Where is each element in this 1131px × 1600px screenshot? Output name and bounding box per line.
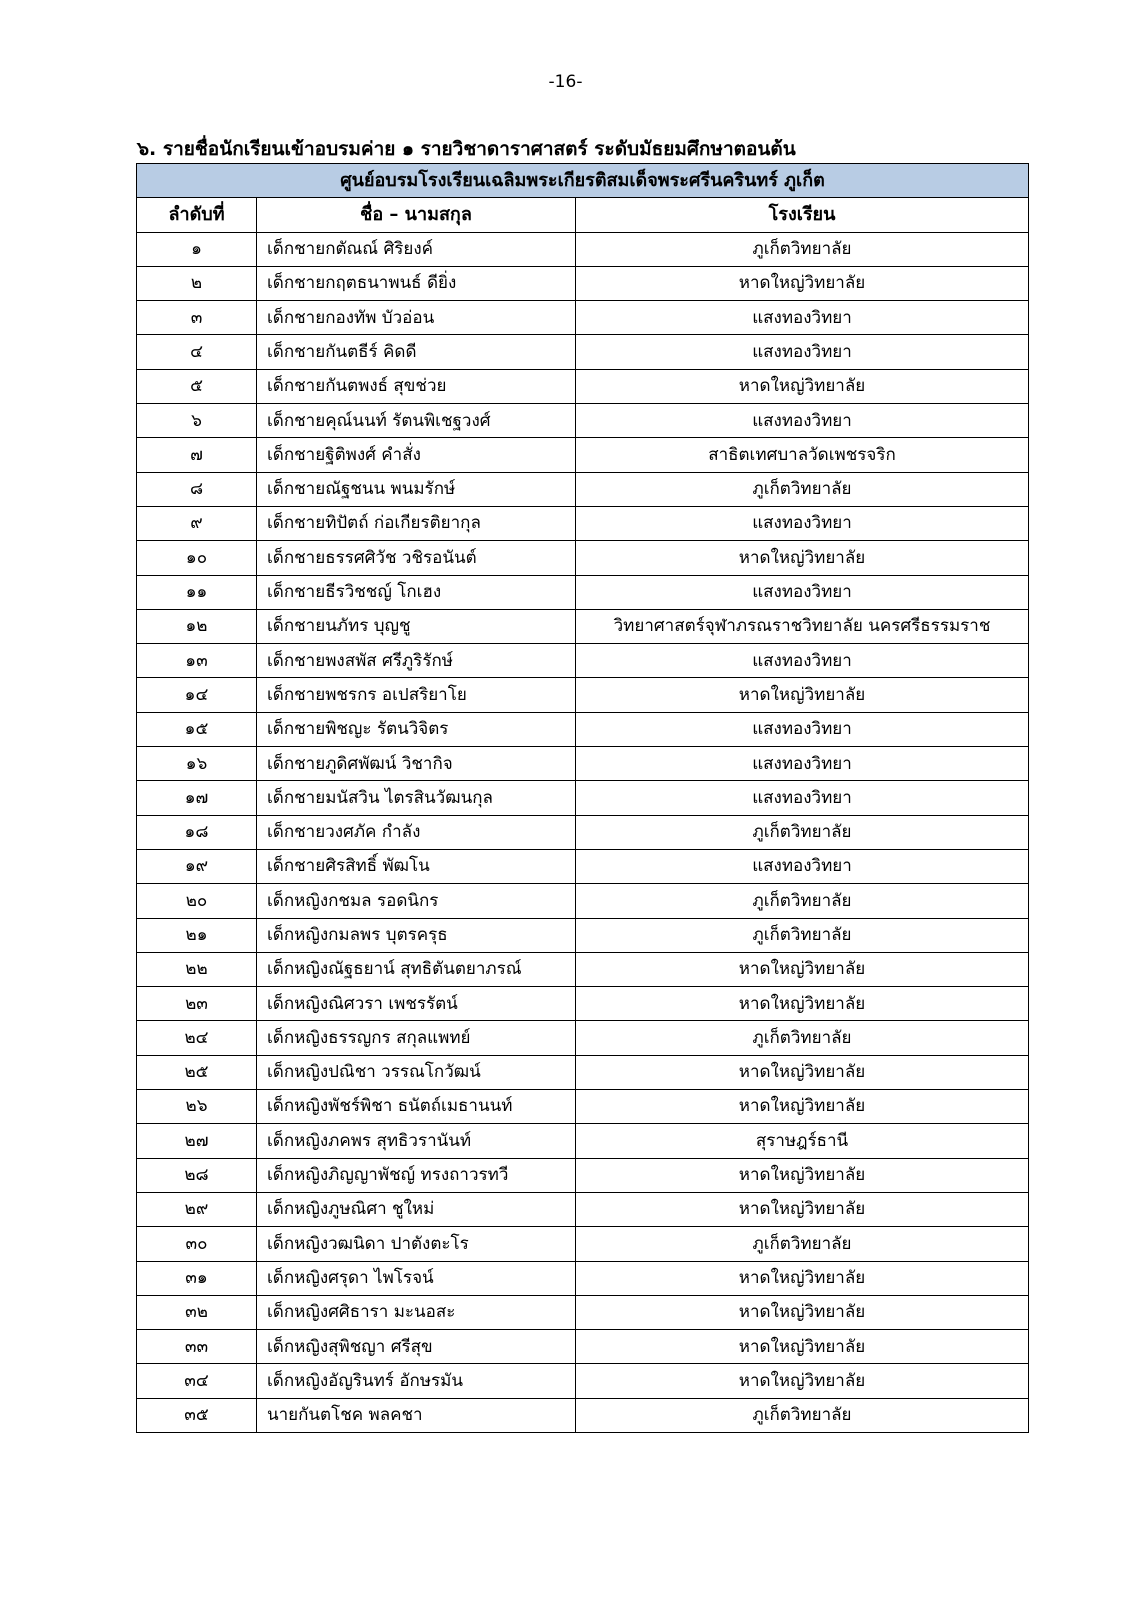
row-number: ๑๔: [137, 678, 257, 712]
school-name: แสงทองวิทยา: [576, 712, 1029, 746]
student-name: นายกันตโชค พลคชา: [257, 1398, 576, 1432]
row-number: ๒๙: [137, 1192, 257, 1226]
table-row: [137, 541, 1029, 575]
student-name: เด็กชายพิชญะ รัตนวิจิตร: [257, 712, 576, 746]
school-name: หาดใหญ่วิทยาลัย: [576, 1192, 1029, 1226]
student-name: เด็กหญิงธรรญกร สกุลแพทย์: [257, 1021, 576, 1055]
table-row: [137, 1295, 1029, 1329]
table-row: [137, 369, 1029, 403]
table-row: [137, 335, 1029, 369]
row-number: ๒๑: [137, 918, 257, 952]
table-row: [137, 575, 1029, 609]
row-number: ๑๐: [137, 541, 257, 575]
student-name: เด็กชายธรรศศิวัช วชิรอนันต์: [257, 541, 576, 575]
school-name: หาดใหญ่วิทยาลัย: [576, 1364, 1029, 1398]
column-header-name: ชื่อ – นามสกุล: [257, 198, 576, 232]
student-name: เด็กหญิงภูษณิศา ชูใหม่: [257, 1192, 576, 1226]
table-row: [137, 1124, 1029, 1158]
table-row: [137, 1055, 1029, 1089]
row-number: ๑: [137, 232, 257, 266]
student-name: เด็กหญิงอัญรินทร์ อักษรมัน: [257, 1364, 576, 1398]
table-row: [137, 232, 1029, 266]
row-number: ๑๒: [137, 609, 257, 643]
table-row: [137, 472, 1029, 506]
student-name: เด็กชายคุณ์นนท์ รัตนพิเชฐวงศ์: [257, 404, 576, 438]
table-row: [137, 918, 1029, 952]
column-header-number: ลำดับที่: [137, 198, 257, 232]
school-name: แสงทองวิทยา: [576, 301, 1029, 335]
school-name: หาดใหญ่วิทยาลัย: [576, 1090, 1029, 1124]
table-row: [137, 987, 1029, 1021]
table-row: [137, 438, 1029, 472]
student-name: เด็กชายนภัทร บุญชู: [257, 609, 576, 643]
student-name: เด็กหญิงสุพิชญา ศรีสุข: [257, 1330, 576, 1364]
school-name: ภูเก็ตวิทยาลัย: [576, 1398, 1029, 1432]
school-name: แสงทองวิทยา: [576, 747, 1029, 781]
row-number: ๓: [137, 301, 257, 335]
table-row: [137, 1227, 1029, 1261]
student-name: เด็กหญิงศรุดา ไพโรจน์: [257, 1261, 576, 1295]
school-name: แสงทองวิทยา: [576, 781, 1029, 815]
school-name: หาดใหญ่วิทยาลัย: [576, 541, 1029, 575]
student-name: เด็กหญิงภคพร สุทธิวรานันท์: [257, 1124, 576, 1158]
student-name: เด็กชายพชรกร อเปสริยาโย: [257, 678, 576, 712]
row-number: ๑๕: [137, 712, 257, 746]
page-number: -16-: [548, 72, 583, 92]
school-name: ภูเก็ตวิทยาลัย: [576, 1021, 1029, 1055]
school-name: ภูเก็ตวิทยาลัย: [576, 815, 1029, 849]
student-name: เด็กหญิงศศิธารา มะนอสะ: [257, 1295, 576, 1329]
table-row: [137, 506, 1029, 540]
table-row: [137, 781, 1029, 815]
school-name: แสงทองวิทยา: [576, 506, 1029, 540]
student-name: เด็กหญิงพัชร์พิชา ธนัตถ์เมธานนท์: [257, 1090, 576, 1124]
school-name: แสงทองวิทยา: [576, 849, 1029, 883]
school-name: หาดใหญ่วิทยาลัย: [576, 678, 1029, 712]
student-name: เด็กหญิงกมลพร บุตรครุธ: [257, 918, 576, 952]
row-number: ๘: [137, 472, 257, 506]
student-name: เด็กหญิงณิศวรา เพชรรัตน์: [257, 987, 576, 1021]
table-row: [137, 644, 1029, 678]
school-name: แสงทองวิทยา: [576, 335, 1029, 369]
table-row: [137, 815, 1029, 849]
row-number: ๙: [137, 506, 257, 540]
student-name: เด็กชายกฤตธนาพนธ์ ดียิ่ง: [257, 266, 576, 300]
school-name: แสงทองวิทยา: [576, 404, 1029, 438]
table-row: [137, 1364, 1029, 1398]
table-row: [137, 1261, 1029, 1295]
student-name: เด็กชายธีรวิชชญ์ โกเฮง: [257, 575, 576, 609]
school-name: หาดใหญ่วิทยาลัย: [576, 987, 1029, 1021]
row-number: ๓๐: [137, 1227, 257, 1261]
student-name: เด็กหญิงวฒนิดา ปาตังตะโร: [257, 1227, 576, 1261]
table-row: [137, 1330, 1029, 1364]
student-name: เด็กหญิงณัฐธยาน์ สุทธิตันตยาภรณ์: [257, 952, 576, 986]
document-heading: ๖. รายชื่อนักเรียนเข้าอบรมค่าย ๑ รายวิชาดาราศาสตร์ ระดับมัธยมศึกษาตอนต้น: [137, 138, 796, 160]
school-name: วิทยาศาสตร์จุฬาภรณราชวิทยาลัย นครศรีธรรมราช: [576, 609, 1029, 643]
row-number: ๑๖: [137, 747, 257, 781]
row-number: ๓๑: [137, 1261, 257, 1295]
table-row: [137, 266, 1029, 300]
table-row: [137, 609, 1029, 643]
school-name: หาดใหญ่วิทยาลัย: [576, 1055, 1029, 1089]
table-row: [137, 404, 1029, 438]
table-banner-row: [137, 164, 1029, 198]
student-name: เด็กชายกันตพงธ์ สุขช่วย: [257, 369, 576, 403]
roster-body: [137, 232, 1029, 1432]
row-number: ๒๐: [137, 884, 257, 918]
student-name: เด็กชายภูดิศพัฒน์ วิชากิจ: [257, 747, 576, 781]
school-name: ภูเก็ตวิทยาลัย: [576, 232, 1029, 266]
row-number: ๒๔: [137, 1021, 257, 1055]
table-row: [137, 884, 1029, 918]
student-name: เด็กชายทิปัตถ์ ก่อเกียรติยากุล: [257, 506, 576, 540]
table-row: [137, 1158, 1029, 1192]
row-number: ๒๕: [137, 1055, 257, 1089]
table-row: [137, 678, 1029, 712]
school-name: ภูเก็ตวิทยาลัย: [576, 1227, 1029, 1261]
student-name: เด็กชายพงสพัส ศรีภูริรักษ์: [257, 644, 576, 678]
table-row: [137, 1398, 1029, 1432]
school-name: หาดใหญ่วิทยาลัย: [576, 952, 1029, 986]
table-row: [137, 301, 1029, 335]
student-name: เด็กชายกตัณณ์ ศิริยงค์: [257, 232, 576, 266]
school-name: หาดใหญ่วิทยาลัย: [576, 1261, 1029, 1295]
student-name: เด็กชายกองทัพ บัวอ่อน: [257, 301, 576, 335]
row-number: ๑๗: [137, 781, 257, 815]
row-number: ๓๔: [137, 1364, 257, 1398]
row-number: ๒: [137, 266, 257, 300]
student-name: เด็กหญิงภิญญาพัชญ์ ทรงถาวรทวี: [257, 1158, 576, 1192]
row-number: ๒๘: [137, 1158, 257, 1192]
row-number: ๒๒: [137, 952, 257, 986]
student-name: เด็กชายมนัสวิน ไตรสินวัฒนกุล: [257, 781, 576, 815]
student-name: เด็กหญิงปณิชา วรรณโกวัฒน์: [257, 1055, 576, 1089]
training-center-title: ศูนย์อบรมโรงเรียนเฉลิมพระเกียรติสมเด็จพระศรีนครินทร์ ภูเก็ต: [137, 164, 1029, 198]
school-name: หาดใหญ่วิทยาลัย: [576, 1330, 1029, 1364]
table-row: [137, 712, 1029, 746]
column-header-row: [137, 198, 1029, 232]
row-number: ๑๓: [137, 644, 257, 678]
student-name: เด็กชายฐิติพงศ์ คำสั่ง: [257, 438, 576, 472]
student-roster-table: [136, 163, 1029, 1433]
school-name: หาดใหญ่วิทยาลัย: [576, 1295, 1029, 1329]
school-name: แสงทองวิทยา: [576, 575, 1029, 609]
row-number: ๒๗: [137, 1124, 257, 1158]
row-number: ๑๑: [137, 575, 257, 609]
school-name: ภูเก็ตวิทยาลัย: [576, 884, 1029, 918]
row-number: ๖: [137, 404, 257, 438]
row-number: ๑๘: [137, 815, 257, 849]
school-name: ภูเก็ตวิทยาลัย: [576, 918, 1029, 952]
column-header-school: โรงเรียน: [576, 198, 1029, 232]
row-number: ๓๒: [137, 1295, 257, 1329]
student-name: เด็กหญิงกชมล รอดนิกร: [257, 884, 576, 918]
school-name: แสงทองวิทยา: [576, 644, 1029, 678]
school-name: หาดใหญ่วิทยาลัย: [576, 369, 1029, 403]
student-name: เด็กชายณัฐชนน พนมรักษ์: [257, 472, 576, 506]
row-number: ๓๓: [137, 1330, 257, 1364]
table-row: [137, 747, 1029, 781]
school-name: หาดใหญ่วิทยาลัย: [576, 1158, 1029, 1192]
student-name: เด็กชายศิรสิทธิ์ พัฒโน: [257, 849, 576, 883]
school-name: หาดใหญ่วิทยาลัย: [576, 266, 1029, 300]
row-number: ๔: [137, 335, 257, 369]
table-row: [137, 952, 1029, 986]
row-number: ๗: [137, 438, 257, 472]
school-name: สุราษฎร์ธานี: [576, 1124, 1029, 1158]
row-number: ๕: [137, 369, 257, 403]
table-row: [137, 1021, 1029, 1055]
student-name: เด็กชายกันตธีร์ คิดดี: [257, 335, 576, 369]
table-row: [137, 1090, 1029, 1124]
school-name: ภูเก็ตวิทยาลัย: [576, 472, 1029, 506]
row-number: ๒๖: [137, 1090, 257, 1124]
row-number: ๑๙: [137, 849, 257, 883]
student-name: เด็กชายวงศภัค กำลัง: [257, 815, 576, 849]
table-row: [137, 1192, 1029, 1226]
row-number: ๓๕: [137, 1398, 257, 1432]
table-row: [137, 849, 1029, 883]
row-number: ๒๓: [137, 987, 257, 1021]
school-name: สาธิตเทศบาลวัดเพชรจริก: [576, 438, 1029, 472]
